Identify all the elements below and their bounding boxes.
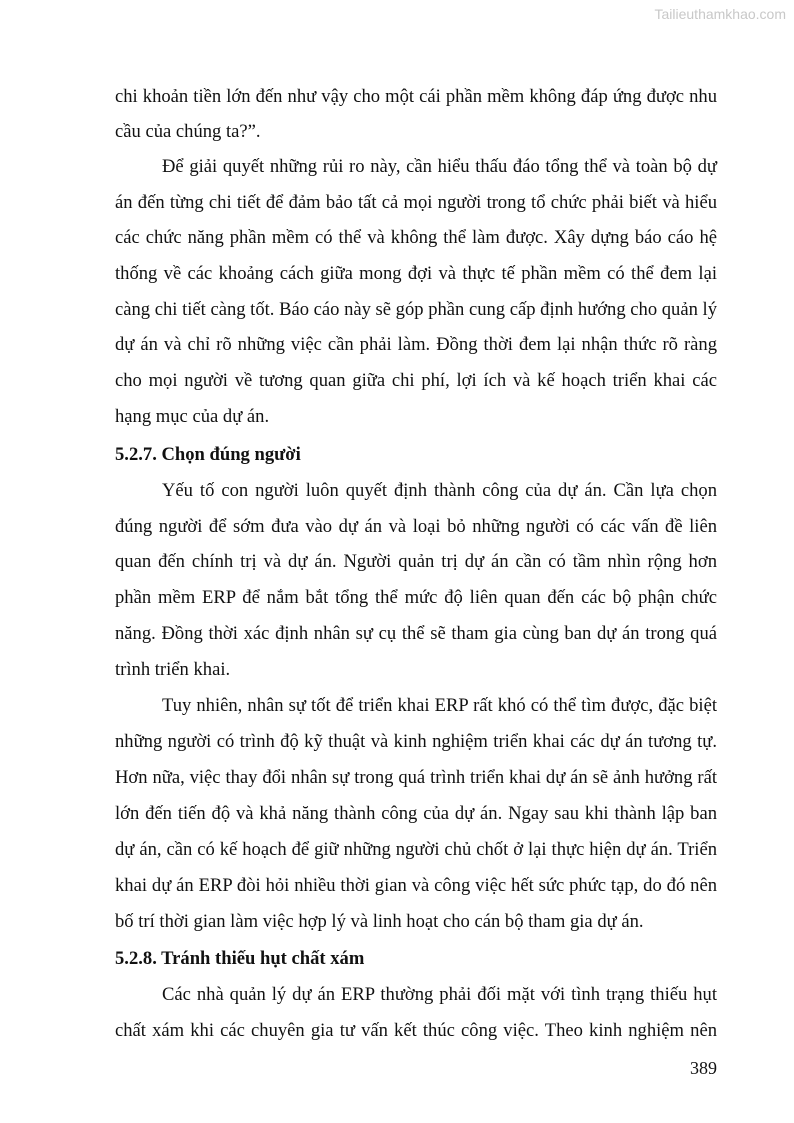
text-line: cầu của chúng ta?”.	[115, 121, 261, 142]
text-line: cho mọi người về tương quan giữa chi phí, lợi ích và kế hoạch triển khai các	[115, 370, 717, 391]
section-heading: 5.2.8. Tránh thiếu hụt chất xám	[115, 948, 365, 969]
text-line: Hơn nữa, việc thay đổi nhân sự trong quá trình triển khai dự án sẽ ảnh hưởng rất	[115, 767, 717, 788]
text-line: càng chi tiết càng tốt. Báo cáo này sẽ góp phần cung cấp định hướng cho quản lý	[115, 299, 717, 320]
text-line: Yếu tố con người luôn quyết định thành công của dự án. Cần lựa chọn	[162, 480, 717, 501]
text-line: quan đến chính trị và dự án. Người quản trị dự án cần có tầm nhìn rộng hơn	[115, 551, 717, 572]
text-line: dự án và chỉ rõ những việc cần phải làm. Đồng thời đem lại nhận thức rõ ràng	[115, 334, 717, 355]
text-line: Để giải quyết những rủi ro này, cần hiểu thấu đáo tổng thể và toàn bộ dự	[162, 156, 717, 177]
text-line: dự án, cần có kế hoạch để giữ những người chủ chốt ở lại thực hiện dự án. Triển	[115, 839, 717, 860]
text-line: lớn đến tiến độ và khả năng thành công của dự án. Ngay sau khi thành lập ban	[115, 803, 717, 824]
text-line: các chức năng phần mềm có thể và không thể làm được. Xây dựng báo cáo hệ	[115, 227, 717, 248]
text-line: bố trí thời gian làm việc hợp lý và linh hoạt cho cán bộ tham gia dự án.	[115, 911, 644, 932]
text-line: án đến từng chi tiết để đảm bảo tất cả mọi người trong tổ chức phải biết và hiểu	[115, 192, 717, 213]
watermark: Tailieuthamkhao.com	[654, 6, 786, 22]
text-line: đúng người để sớm đưa vào dự án và loại bỏ những người có các vấn đề liên	[115, 516, 717, 537]
text-line: thống về các khoảng cách giữa mong đợi và thực tế phần mềm có thể đem lại	[115, 263, 717, 284]
text-line: chất xám khi các chuyên gia tư vấn kết thúc công việc. Theo kinh nghiệm nên	[115, 1020, 717, 1041]
text-line: khai dự án ERP đòi hỏi nhiều thời gian và công việc hết sức phức tạp, do đó nên	[115, 875, 717, 896]
text-line: Tuy nhiên, nhân sự tốt để triển khai ERP rất khó có thể tìm được, đặc biệt	[162, 695, 717, 716]
section-heading: 5.2.7. Chọn đúng người	[115, 444, 301, 465]
text-line: hạng mục của dự án.	[115, 406, 270, 427]
text-line: chi khoản tiền lớn đến như vậy cho một cái phần mềm không đáp ứng được nhu	[115, 86, 717, 107]
text-line: trình triển khai.	[115, 659, 231, 680]
text-line: năng. Đồng thời xác định nhân sự cụ thể sẽ tham gia cùng ban dự án trong quá	[115, 623, 717, 644]
text-line: Các nhà quản lý dự án ERP thường phải đối mặt với tình trạng thiếu hụt	[162, 984, 717, 1005]
text-line: phần mềm ERP để nắm bắt tổng thể mức độ liên quan đến các bộ phận chức	[115, 587, 717, 608]
page-number: 389	[690, 1058, 717, 1078]
text-line: những người có trình độ kỹ thuật và kinh nghiệm triển khai các dự án tương tự.	[115, 731, 717, 752]
